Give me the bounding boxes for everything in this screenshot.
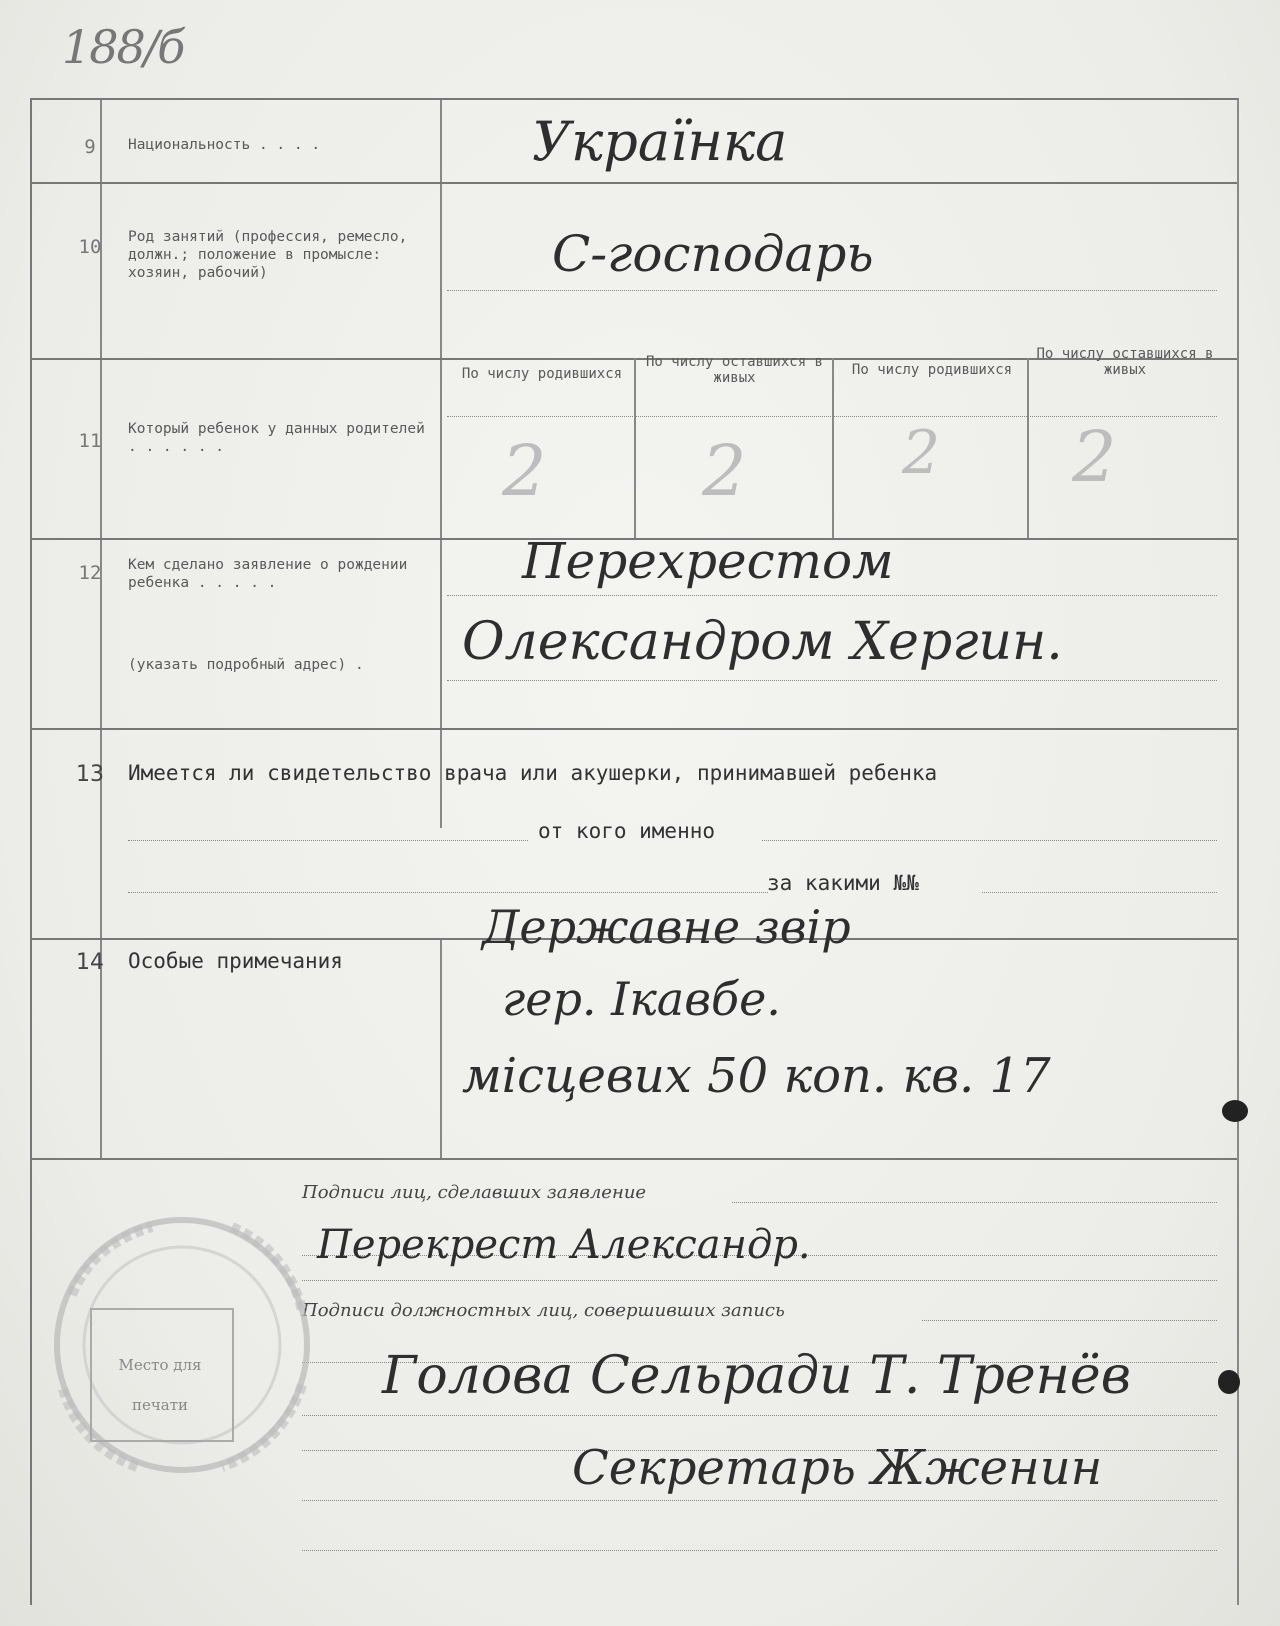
row-number-11: 11 [78,430,102,452]
row-divider [32,182,1237,184]
declarant-name: Олександром Хергин. [462,612,1063,672]
row-label-occupation: Род занятий (профессия, ремесло, должн.; положение в промысле: хозяин, рабочий) [128,229,408,281]
fill-line [447,680,1217,681]
row-divider [32,728,1237,730]
row-divider [32,1158,1237,1160]
count-born-2: 2 [902,418,941,488]
fill-line [128,840,528,841]
fill-line [447,595,1217,596]
stamp-label-line-1: Место для [118,1356,202,1374]
nationality-value: Українка [532,110,788,173]
stamp-label-line-2: печати [131,1396,189,1414]
signature-line [302,1280,1217,1281]
column-divider-label-12 [440,638,442,828]
stamp-place-label [90,1345,230,1425]
notes-line-1: Державне звір [482,900,851,954]
official-signature-2: Секретарь Жженин [572,1440,1103,1496]
column-divider-label-14 [440,938,442,1158]
col-head-born-1: По числу родившихся [461,366,623,382]
signature-line [302,1500,1217,1501]
label-from-whom: от кого именно [538,819,716,843]
official-signature-1: Голова Сельради Т. Тренёв [382,1346,1131,1406]
applicants-signature-label: Подписи лиц, сделавших заявление [302,1182,647,1203]
occupation-value: С-господарь [552,225,874,283]
row-number-10: 10 [78,236,102,258]
row-number-12: 12 [78,562,102,584]
row-label-nationality: Национальность . . . . [128,137,321,153]
col-head-alive-2: По числу оставшихся в живых [1036,346,1214,378]
subcolumn-divider [634,358,636,538]
row-label-certificate: Имеется ли свидетельство врача или акушерки, принимавшей ребенка [128,761,938,785]
corner-handwritten-number: 188/б [62,20,184,74]
row-number-9: 9 [84,136,96,158]
row-number-14: 14 [76,950,104,975]
count-alive-1: 2 [702,430,747,512]
signature-line [302,1415,1217,1416]
signature-line [922,1320,1217,1321]
column-divider-label [440,100,442,638]
count-alive-2: 2 [1072,416,1117,498]
row-label-special-notes: Особые примечания [128,949,343,973]
count-born-1: 2 [502,430,547,512]
declarant-surname: Перехрестом [522,532,894,590]
fill-line [128,892,768,893]
row-label-address: (указать подробный адрес) . [128,657,364,673]
signature-line [732,1202,1217,1203]
applicant-signature: Перекрест Александр. [317,1222,811,1268]
fill-line [447,290,1217,291]
ink-blot [1218,1370,1240,1394]
ink-blot [1222,1100,1248,1122]
notes-line-2: гер. Ікавбе. [502,972,781,1026]
row-label-declarant: Кем сделано заявление о рождении ребенка . . . . . [128,557,408,591]
signature-line [302,1550,1217,1551]
notes-line-3: місцевих 50 коп. кв. 17 [462,1048,1051,1104]
col-head-born-2: По числу родившихся [851,362,1013,378]
col-head-alive-1: По числу оставшихся в живых [645,354,823,386]
row-number-13: 13 [76,762,104,787]
column-divider-number [100,100,102,1158]
officials-signature-label: Подписи должностных лиц, совершивших запись [302,1300,785,1321]
row-label-which-child: Который ребенок у данных родителей . . . . . . [128,421,425,455]
subcolumn-divider [832,358,834,538]
fill-line [762,840,1217,841]
fill-line [982,892,1217,893]
subcolumn-divider [1027,358,1029,538]
label-numbers: за какими №№ [767,871,919,895]
